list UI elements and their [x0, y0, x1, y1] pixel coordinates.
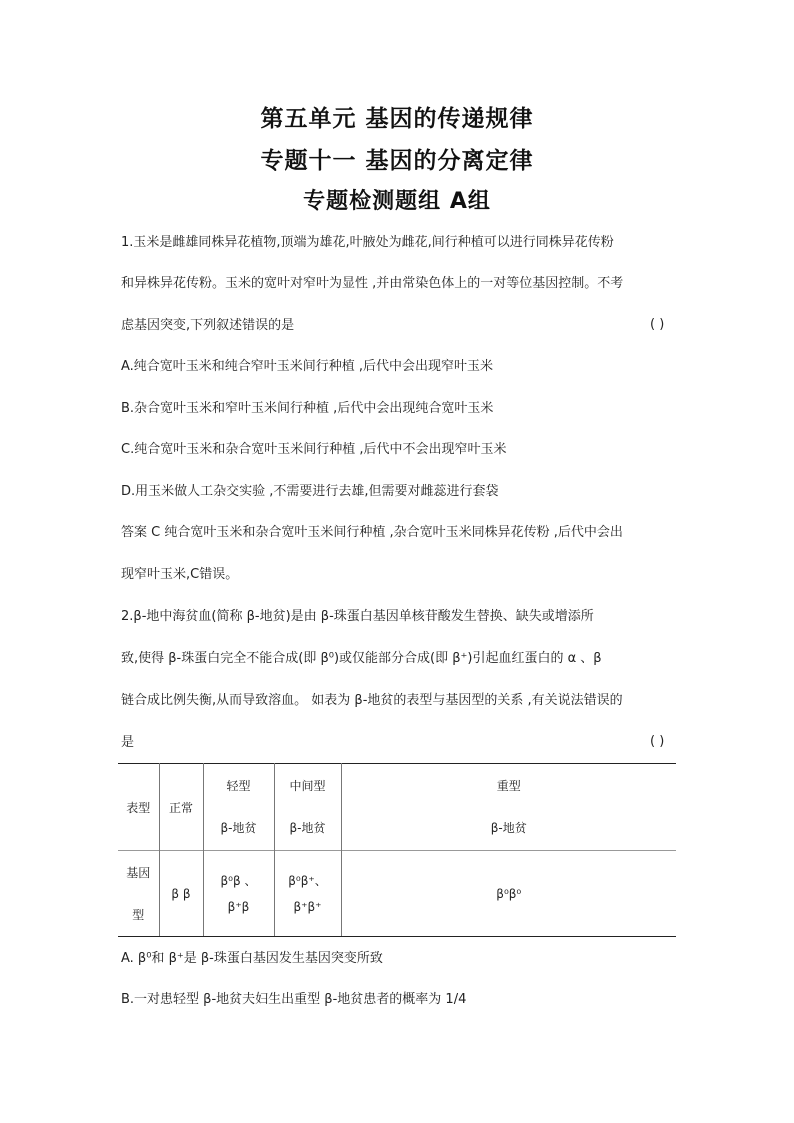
q2-stem-line-1: 2.β-地中海贫血(简称 β-地贫)是由 β-珠蛋白基因单核苷酸发生替换、缺失或增添所 [121, 609, 594, 624]
header-severe: 重型 β-地贫 [341, 764, 676, 851]
phenotype-genotype-table [118, 763, 676, 937]
q2-option-a: A. β⁰和 β⁺是 β-珠蛋白基因发生基因突变所致 [121, 951, 383, 966]
q1-answer-blank: ( ) [650, 317, 665, 332]
row-genotype-label: 基因 型 [118, 851, 159, 937]
row-mild: β⁰β 、 β⁺β [203, 851, 274, 937]
header-normal: 正常 [159, 764, 203, 851]
row-severe: β⁰β⁰ [341, 851, 676, 937]
q1-stem-line-2: 和异株异花传粉。玉米的宽叶对窄叶为显性 ,并由常染色体上的一对等位基因控制。不考 [121, 276, 624, 291]
q1-answer-line-1: 答案 C 纯合宽叶玉米和杂合宽叶玉米间行种植 ,杂合宽叶玉米同株异花传粉 ,后代中会出 [121, 525, 623, 540]
q1-stem-line-3: 虑基因突变,下列叙述错误的是 [121, 318, 295, 333]
table-genotype-row [118, 851, 676, 937]
row-normal: β β [159, 851, 203, 937]
unit-title: 第五单元 基因的传递规律 [260, 106, 534, 132]
group-title: 专题检测题组 A组 [303, 189, 491, 214]
header-intermediate: 中间型 β-地贫 [274, 764, 341, 851]
q1-option-d: D.用玉米做人工杂交实验 ,不需要进行去雄,但需要对雌蕊进行套袋 [121, 484, 499, 499]
q2-stem-line-4: 是 [121, 735, 135, 750]
header-mild: 轻型 β-地贫 [203, 764, 274, 851]
q1-option-b: B.杂合宽叶玉米和窄叶玉米间行种植 ,后代中会出现纯合宽叶玉米 [121, 401, 494, 416]
q1-option-c: C.纯合宽叶玉米和杂合宽叶玉米间行种植 ,后代中不会出现窄叶玉米 [121, 442, 507, 457]
q1-option-a: A.纯合宽叶玉米和纯合窄叶玉米间行种植 ,后代中会出现窄叶玉米 [121, 359, 494, 374]
q2-stem-line-2: 致,使得 β-珠蛋白完全不能合成(即 β⁰)或仅能部分合成(即 β⁺)引起血红蛋白的 α 、β [121, 651, 602, 666]
q1-answer-line-2: 现窄叶玉米,C错误。 [121, 567, 239, 582]
q2-option-b: B.一对患轻型 β-地贫夫妇生出重型 β-地贫患者的概率为 1/4 [121, 992, 467, 1007]
topic-title: 专题十一 基因的分离定律 [260, 148, 534, 174]
q2-stem-line-3: 链合成比例失衡,从而导致溶血。 如表为 β-地贫的表型与基因型的关系 ,有关说法错误的 [121, 693, 623, 708]
table-header-row [118, 764, 676, 851]
q2-answer-blank: ( ) [650, 734, 665, 749]
header-phenotype: 表型 [118, 764, 159, 851]
q1-stem-line-1: 1.玉米是雌雄同株异花植物,顶端为雄花,叶腋处为雌花,间行种植可以进行同株异花传粉 [121, 235, 614, 250]
row-intermediate: β⁰β⁺、 β⁺β⁺ [274, 851, 341, 937]
